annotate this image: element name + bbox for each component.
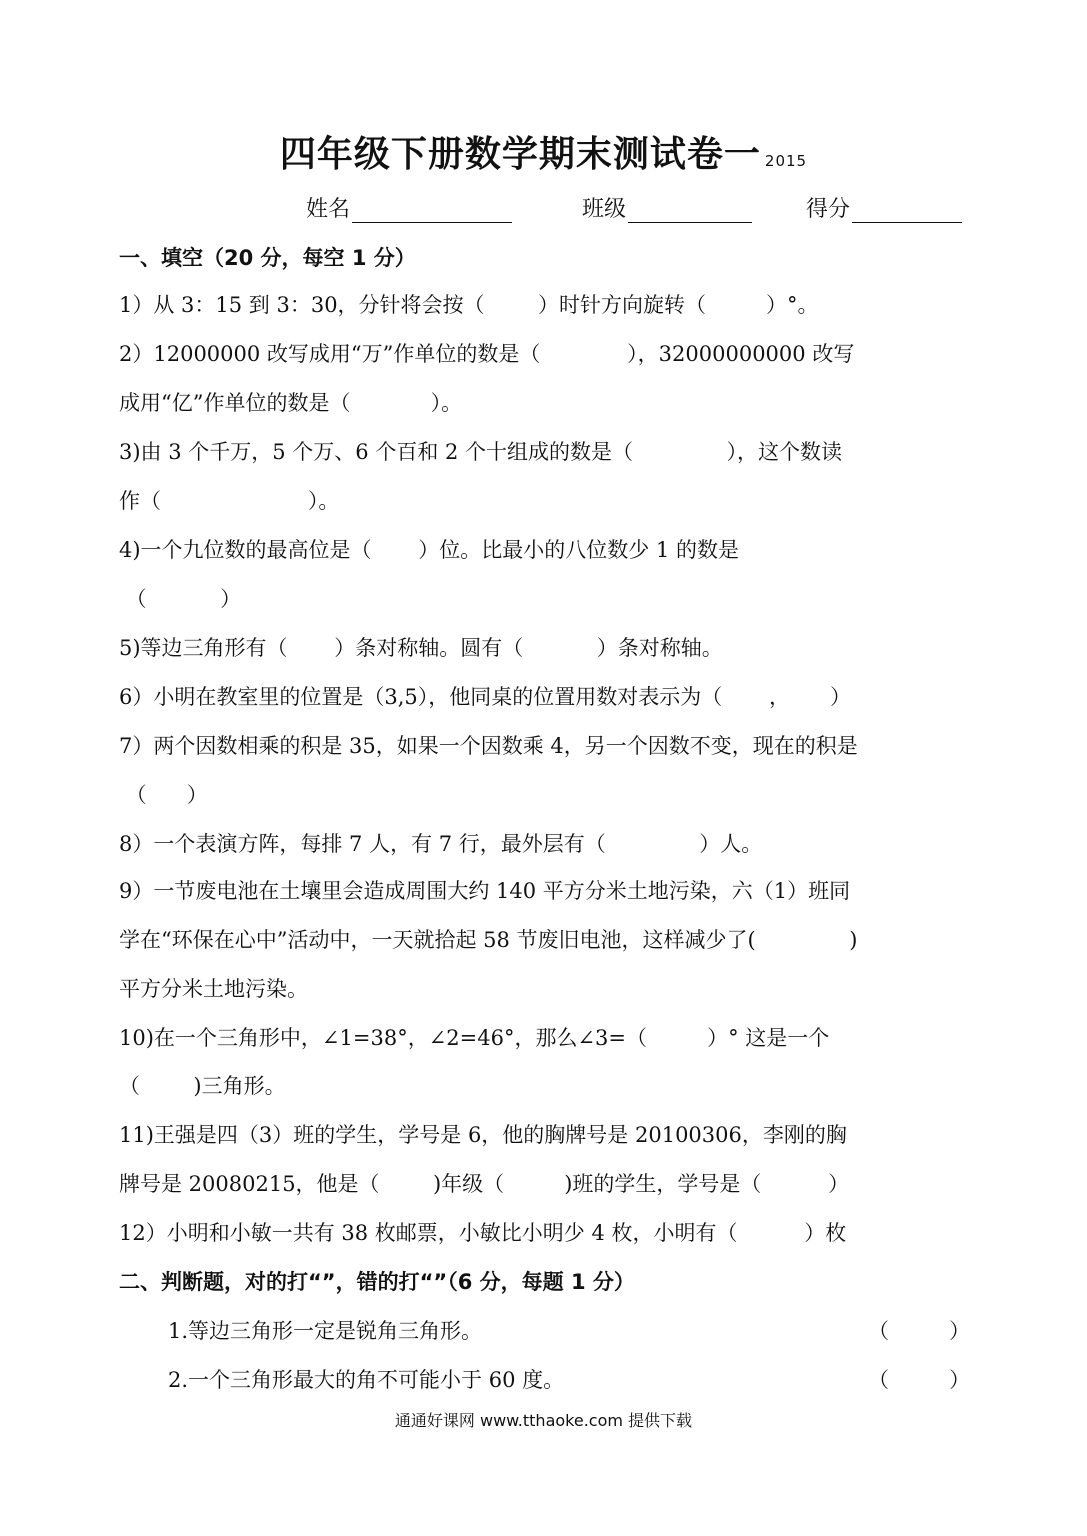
exam-title [0, 126, 1087, 177]
question-line: 12）小明和小敏一共有 38 枚邮票，小敏比小明少 4 枚，小明有（ ）枚 [119, 1221, 847, 1245]
question-line: 2）12000000 改写成用“万”作单位的数是（ ），32000000000 改写 [119, 342, 855, 366]
class-field [582, 192, 752, 223]
question-line: 作（ ）。 [119, 489, 340, 513]
question-line: 平方分米土地污染。 [119, 977, 308, 1001]
class-label: 班级 [582, 197, 627, 222]
question-line: 11)王强是四（3）班的学生，学号是 6，他的胸牌号是 20100306，李刚的胸 [119, 1123, 847, 1147]
name-label: 姓名 [306, 197, 351, 222]
score-label: 得分 [806, 197, 851, 222]
title-text: 四年级下册数学期末测试卷一 [279, 133, 761, 175]
question-line: （ )三角形。 [119, 1074, 286, 1098]
question-line: 5)等边三角形有（ ）条对称轴。圆有（ ）条对称轴。 [119, 636, 723, 660]
name-field [306, 192, 512, 223]
question-line: 3)由 3 个千万，5 个万、6 个百和 2 个十组成的数是（ ），这个数读 [119, 440, 843, 464]
question-line: （ ） [119, 783, 208, 807]
score-blank [852, 198, 962, 223]
judge-item-paren: （ ） [868, 1368, 971, 1392]
section2-heading: 二、判断题，对的打“”，错的打“”（6 分，每题 1 分） [119, 1270, 635, 1294]
section1-heading: 一、填空（20 分，每空 1 分） [119, 246, 416, 270]
question-line: （ ） [119, 587, 242, 611]
judge-item-text: 2.一个三角形最大的角不可能小于 60 度。 [168, 1368, 565, 1392]
judge-item-text: 1.等边三角形一定是锐角三角形。 [168, 1319, 483, 1343]
judge-item-paren: （ ） [868, 1319, 971, 1343]
name-blank [352, 198, 512, 223]
score-field [806, 192, 962, 223]
question-line: 8）一个表演方阵，每排 7 人，有 7 行，最外层有（ ）人。 [119, 832, 763, 856]
title-year: 2015 [764, 152, 808, 170]
class-blank [628, 198, 752, 223]
question-line: 学在“环保在心中”活动中，一天就拾起 58 节废旧电池，这样减少了( ) [119, 928, 858, 952]
question-line: 1）从 3：15 到 3：30，分针将会按（ ）时针方向旋转（ ）°。 [119, 293, 819, 317]
question-line: 10)在一个三角形中，∠1=38°，∠2=46°，那么∠3=（ ）° 这是一个 [119, 1026, 830, 1050]
question-line: 6）小明在教室里的位置是（3,5），他同桌的位置用数对表示为（ ， ） [119, 685, 852, 709]
question-line: 7）两个因数相乘的积是 35，如果一个因数乘 4，另一个因数不变，现在的积是 [119, 734, 858, 758]
question-line: 9）一节废电池在土壤里会造成周围大约 140 平方分米土地污染，六（1）班同 [119, 879, 851, 903]
question-line: 4)一个九位数的最高位是（ ）位。比最小的八位数少 1 的数是 [119, 538, 739, 562]
footer-credit: 通通好课网 www.tthaoke.com 提供下载 [394, 1411, 693, 1430]
question-line: 牌号是 20080215，他是（ )年级（ )班的学生，学号是（ ） [119, 1172, 850, 1196]
question-line: 成用“亿”作单位的数是（ ）。 [119, 391, 463, 415]
